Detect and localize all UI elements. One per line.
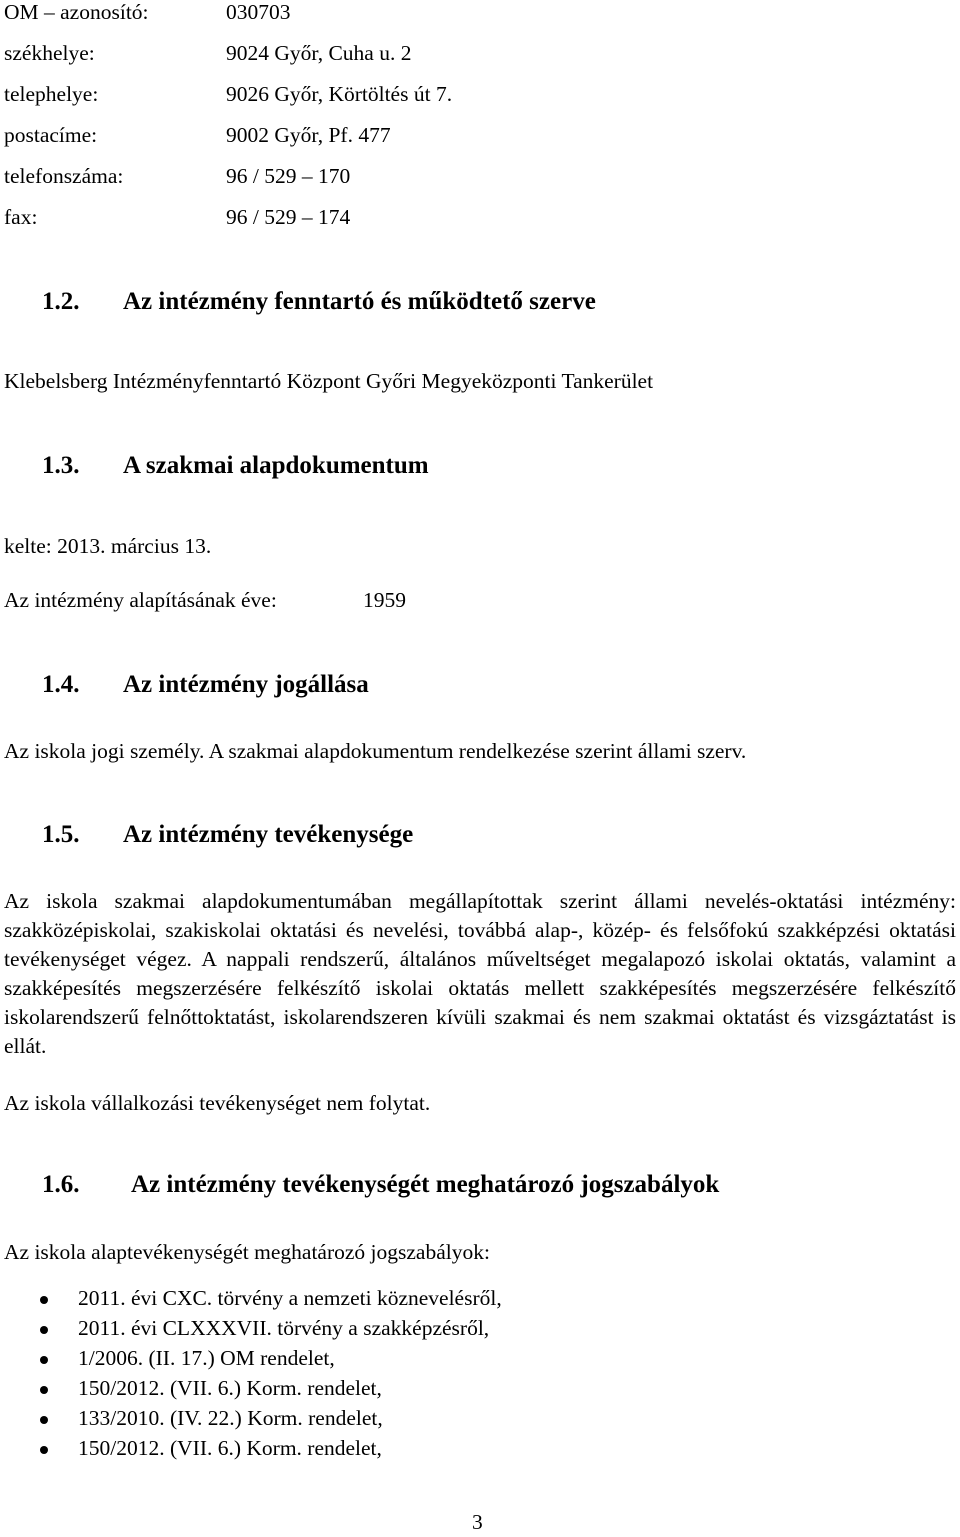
bullet-icon xyxy=(40,1386,48,1394)
list-item-text: 2011. évi CXC. törvény a nemzeti köznevelésről, xyxy=(78,1286,502,1310)
list-item-text: 150/2012. (VII. 6.) Korm. rendelet, xyxy=(78,1376,382,1400)
fax-label: fax: xyxy=(4,205,38,229)
site-value: 9026 Győr, Körtöltés út 7. xyxy=(226,82,453,106)
business-activity-note: Az iskola vállalkozási tevékenységet nem folytat. xyxy=(4,1091,431,1115)
bullet-icon xyxy=(40,1326,48,1334)
seat-value: 9024 Győr, Cuha u. 2 xyxy=(226,41,412,65)
phone-label: telefonszáma: xyxy=(4,164,124,188)
phone-value: 96 / 529 – 170 xyxy=(226,164,351,188)
section-1-4-text: Az iskola jogi személy. A szakmai alapdokumentum rendelkezése szerint állami szerv. xyxy=(4,739,747,763)
bullet-icon xyxy=(40,1296,48,1304)
founded-label: Az intézmény alapításának éve: xyxy=(4,588,277,612)
om-id-value: 030703 xyxy=(226,0,291,24)
section-1-5-number: 1.5. xyxy=(42,821,80,848)
activity-description: Az iskola szakmai alapdokumentumában megállapítottak szerint állami nevelés-oktatási intézmény: szakközépiskolai, szakiskolai oktatási és nevelési, továbbá alap-, közép- és felsőfokú szakképzési oktatási tevékenységet végez. A nappali rendszerű, általános műveltséget megalapozó iskolai oktatás, valamint a szakképesítés megszerzésére felkészítő iskolai oktatás mellett szakképesítés megszerzésére felkészítő iskolarendszerű felnőttoktatást, iskolarendszeren kívüli szakmai és nem szakmai oktatást és vizsgáztatást is ellát. xyxy=(4,889,956,1058)
section-1-2-number: 1.2. xyxy=(42,288,80,315)
om-id-label: OM – azonosító: xyxy=(4,0,149,24)
list-item-text: 150/2012. (VII. 6.) Korm. rendelet, xyxy=(78,1436,382,1460)
list-item-text: 1/2006. (II. 17.) OM rendelet, xyxy=(78,1346,335,1370)
founded-value: 1959 xyxy=(363,588,406,612)
section-1-6-title: Az intézmény tevékenységét meghatározó jogszabályok xyxy=(131,1171,720,1198)
seat-label: székhelye: xyxy=(4,41,95,65)
bullet-icon xyxy=(40,1356,48,1364)
site-label: telephelye: xyxy=(4,82,99,106)
section-1-2-text: Klebelsberg Intézményfenntartó Központ Győri Megyeközponti Tankerület xyxy=(4,369,654,393)
list-item-text: 133/2010. (IV. 22.) Korm. rendelet, xyxy=(78,1406,383,1430)
section-1-5-title: Az intézmény tevékenysége xyxy=(123,821,414,848)
section-1-5-paragraph xyxy=(4,887,956,1061)
postal-value: 9002 Győr, Pf. 477 xyxy=(226,123,391,147)
list-item-text: 2011. évi CLXXXVII. törvény a szakképzésről, xyxy=(78,1316,490,1340)
fax-value: 96 / 529 – 174 xyxy=(226,205,351,229)
legislation-intro: Az iskola alaptevékenységét meghatározó jogszabályok: xyxy=(4,1240,490,1264)
section-1-4-title: Az intézmény jogállása xyxy=(123,671,369,698)
section-1-6-number: 1.6. xyxy=(42,1171,80,1198)
postal-label: postacíme: xyxy=(4,123,98,147)
section-1-3-date: kelte: 2013. március 13. xyxy=(4,534,212,558)
bullet-icon xyxy=(40,1416,48,1424)
section-1-3-title: A szakmai alapdokumentum xyxy=(123,452,429,479)
section-1-4-number: 1.4. xyxy=(42,671,80,698)
bullet-icon xyxy=(40,1446,48,1454)
page-number: 3 xyxy=(472,1510,483,1534)
section-1-3-number: 1.3. xyxy=(42,452,80,479)
section-1-2-title: Az intézmény fenntartó és működtető szerve xyxy=(123,288,596,315)
